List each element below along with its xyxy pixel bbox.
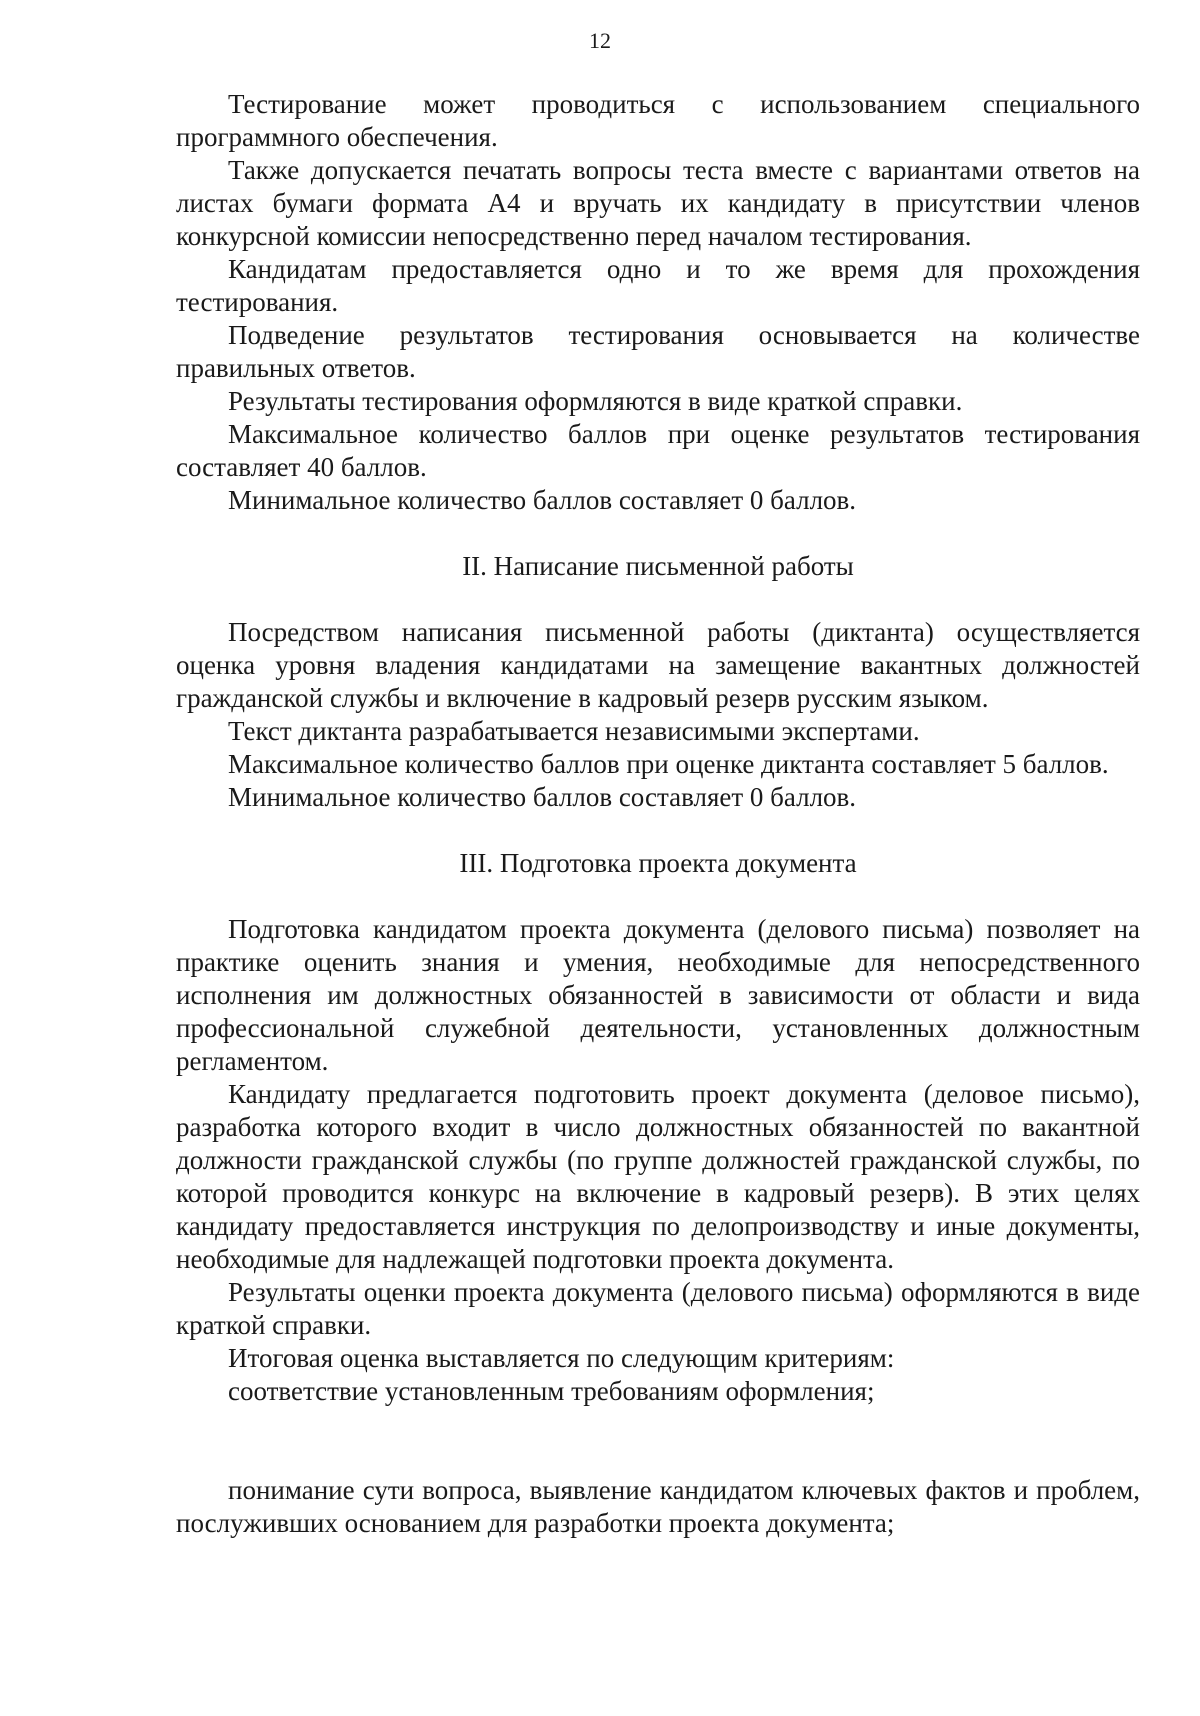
paragraph-draft-results: Результаты оценки проекта документа (делового письма) оформляются в виде краткой справки. [176, 1277, 1140, 1340]
paragraph-draft-purpose: Подготовка кандидатом проекта документа (делового письма) позволяет на практике оценить знания и умения, необходимые для непосредственного исполнения им должностных обязанностей в зависимости от области и вида профессиональной служебной деятельности, установленных должностным регламентом. [176, 914, 1140, 1076]
paragraph-printed-questions: Также допускается печатать вопросы теста вместе с вариантами ответов на листах бумаги формата А4 и вручать их кандидату в присутствии членов конкурсной комиссии непосредственно перед началом тестирования. [176, 155, 1140, 251]
criterion-understanding: понимание сути вопроса, выявление кандидатом ключевых фактов и проблем, послуживших основанием для разработки проекта документа; [176, 1475, 1140, 1538]
paragraph-dictation-purpose: Посредством написания письменной работы (диктанта) осуществляется оценка уровня владения кандидатами на замещение вакантных должностей гражданской службы и включение в кадровый резерв русским языком. [176, 617, 1140, 713]
page-number: 12 [589, 28, 611, 53]
paragraph-min-score-testing: Минимальное количество баллов составляет 0 баллов. [228, 485, 857, 515]
document-body [176, 88, 1140, 1540]
section-heading-written-work: II. Написание письменной работы [462, 551, 854, 581]
paragraph-max-score-dictation: Максимальное количество баллов при оценке диктанта составляет 5 баллов. [228, 749, 1109, 779]
paragraph-results-format: Результаты тестирования оформляются в виде краткой справки. [228, 386, 963, 416]
paragraph-criteria-intro: Итоговая оценка выставляется по следующим критериям: [228, 1343, 895, 1373]
paragraph-results-basis: Подведение результатов тестирования основывается на количестве правильных ответов. [176, 320, 1140, 383]
criterion-formatting: соответствие установленным требованиям оформления; [228, 1376, 875, 1406]
section-heading-document-draft: III. Подготовка проекта документа [459, 848, 857, 878]
paragraph-max-score-testing: Максимальное количество баллов при оценке результатов тестирования составляет 40 баллов. [176, 419, 1140, 482]
paragraph-draft-task: Кандидату предлагается подготовить проект документа (деловое письмо), разработка которого входит в число должностных обязанностей по вакантной должности гражданской службы (по группе должностей гражданской службы, по которой проводится конкурс на включение в кадровый резерв). В этих целях кандидату предоставляется инструкция по делопроизводству и иные документы, необходимые для надлежащей подготовки проекта документа. [176, 1079, 1140, 1274]
paragraph-dictation-text: Текст диктанта разрабатывается независимыми экспертами. [228, 716, 920, 746]
paragraph-equal-time: Кандидатам предоставляется одно и то же время для прохождения тестирования. [176, 254, 1140, 317]
paragraph-testing-software: Тестирование может проводиться с использованием специального программного обеспечения. [176, 89, 1140, 152]
paragraph-min-score-dictation: Минимальное количество баллов составляет 0 баллов. [228, 782, 857, 812]
